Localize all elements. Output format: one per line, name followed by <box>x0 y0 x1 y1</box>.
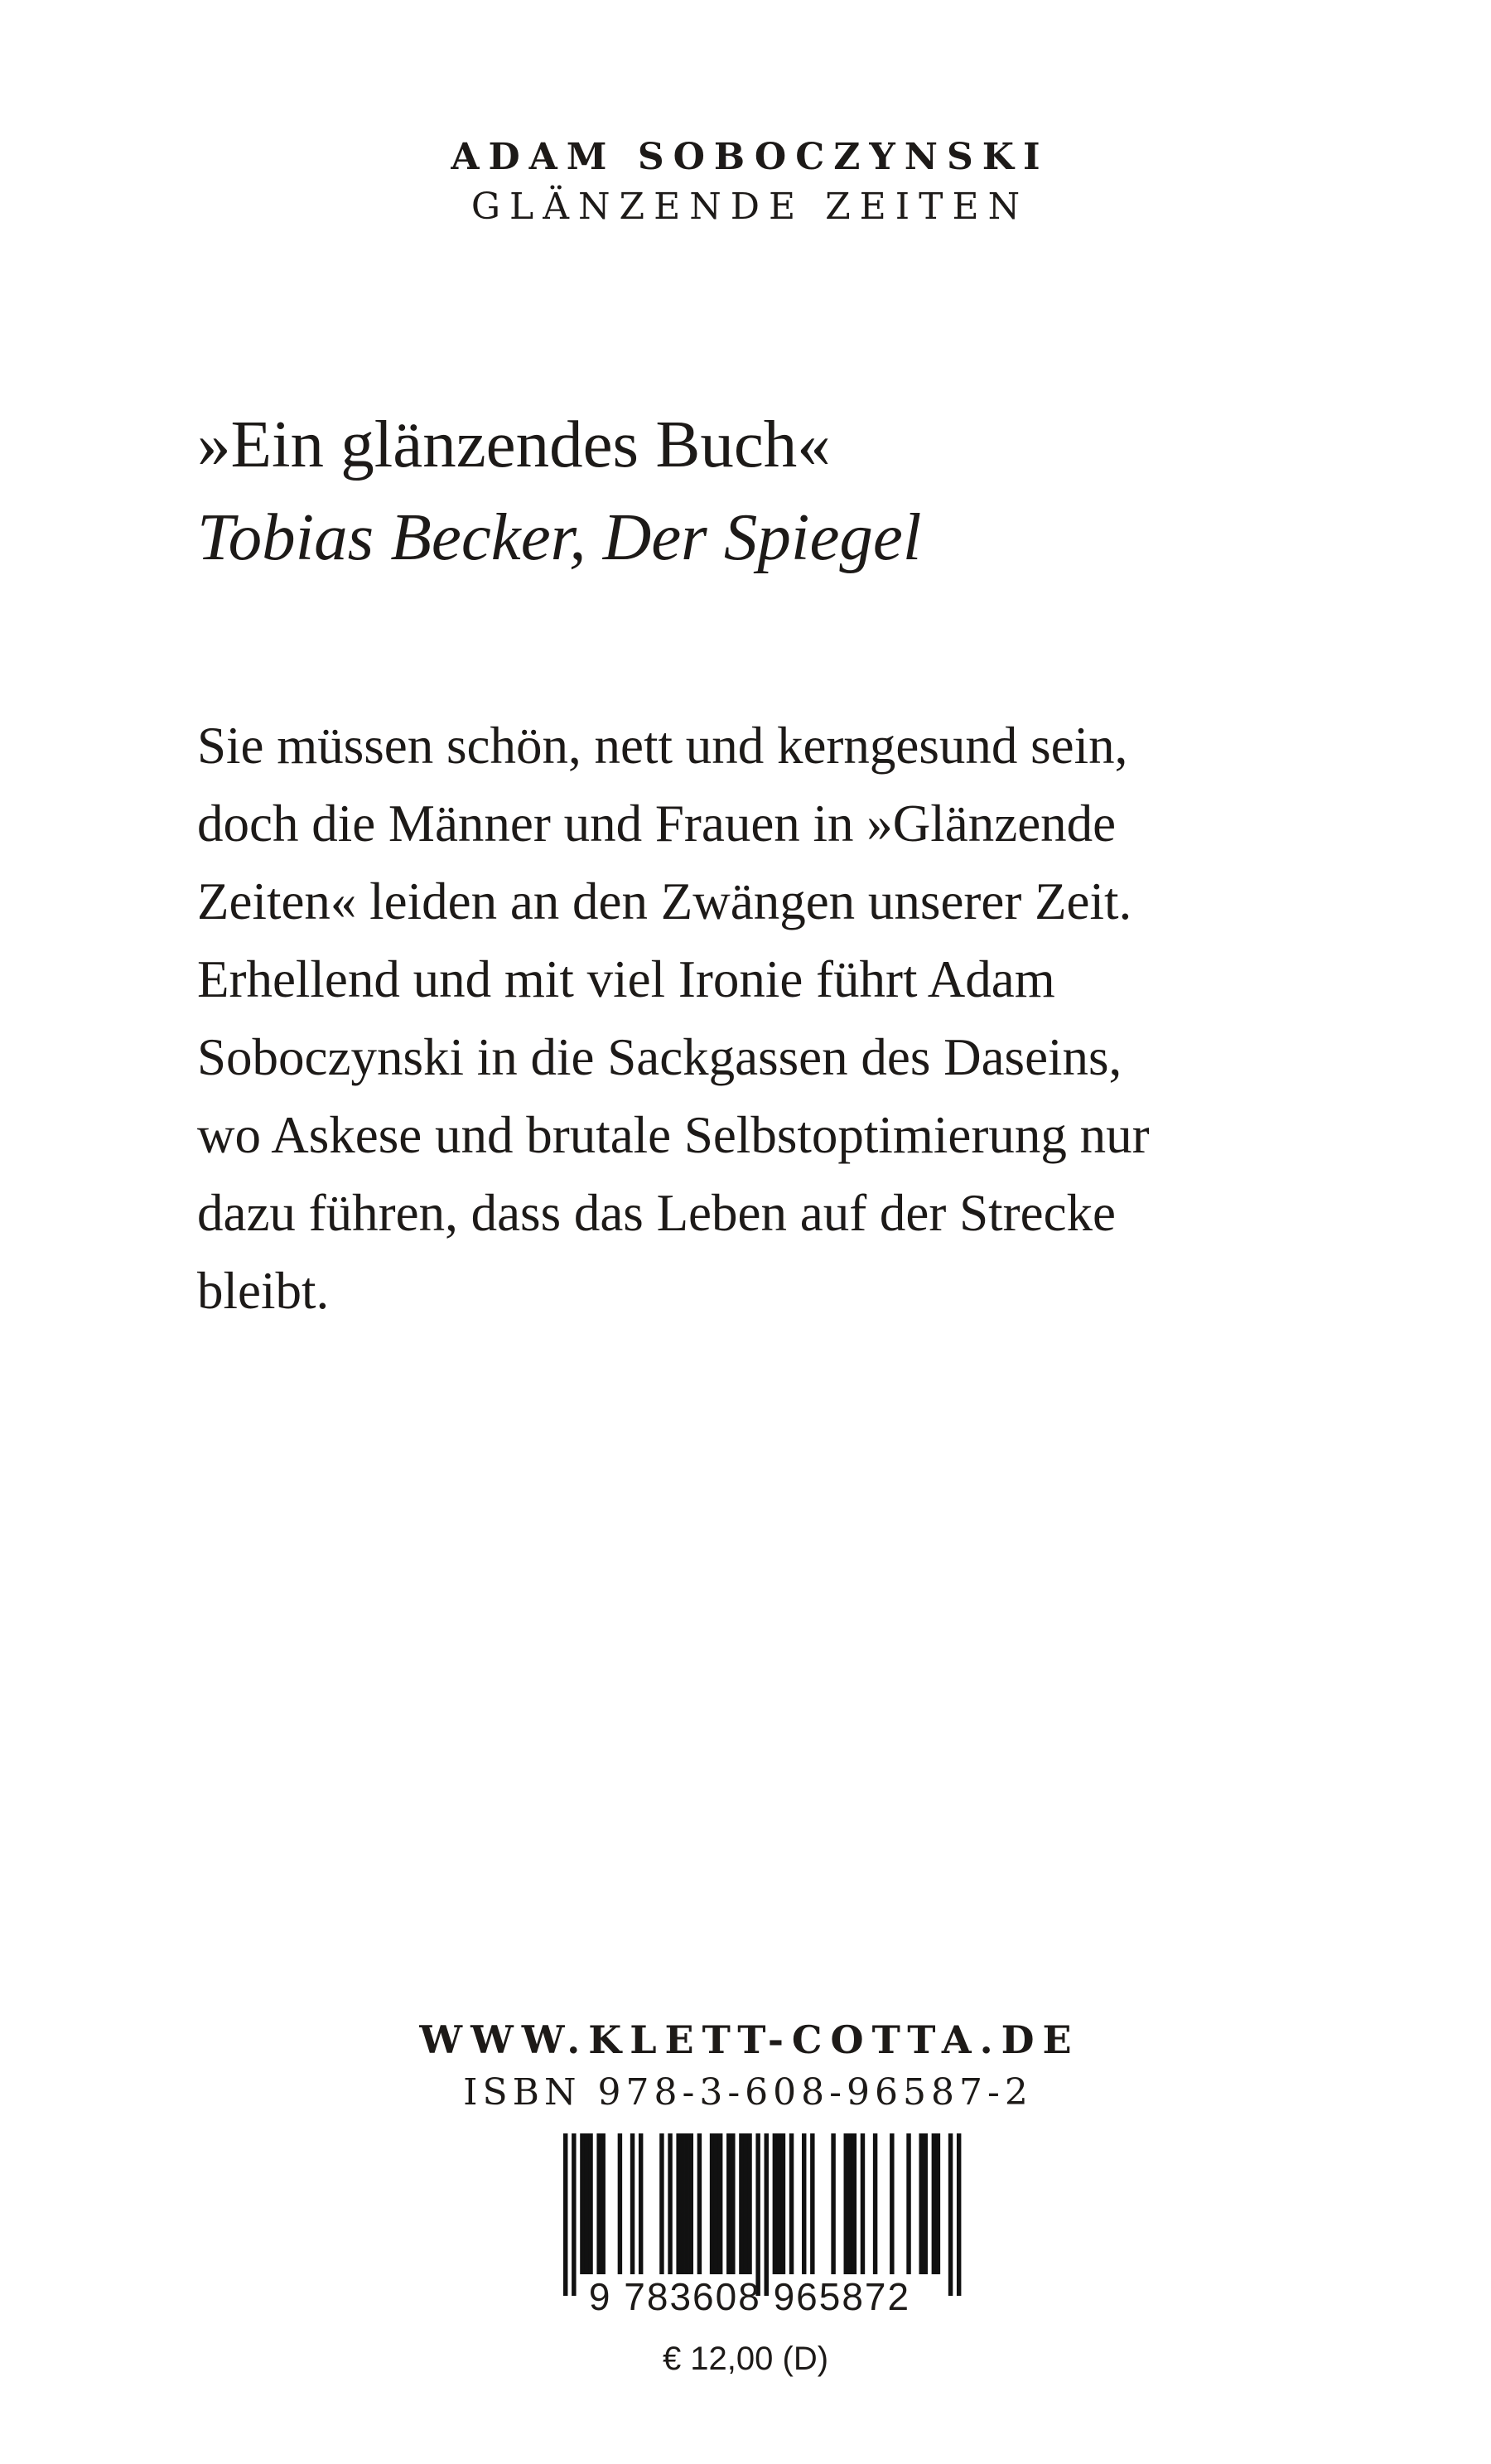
barcode-bar <box>685 2133 689 2274</box>
barcode-bar <box>714 2133 718 2274</box>
barcode-bar <box>777 2133 781 2274</box>
quote-text: »Ein glänzendes Buch« <box>197 407 831 481</box>
barcode <box>530 2133 969 2332</box>
barcode-bar <box>572 2133 576 2296</box>
barcode-bar <box>802 2133 806 2274</box>
barcode-bar <box>906 2133 910 2274</box>
barcode-bar <box>743 2133 747 2274</box>
publisher-website: WWW.KLETT-COTTA.DE <box>419 2017 1080 2062</box>
barcode-bar <box>810 2133 814 2274</box>
barcode-bar <box>765 2133 769 2296</box>
quote-source: Tobias Becker, Der Spiegel <box>197 500 922 574</box>
barcode-bar <box>789 2133 794 2274</box>
barcode-bar <box>668 2133 672 2274</box>
barcode-bar <box>726 2133 731 2274</box>
barcode-bar <box>680 2133 684 2274</box>
blurb-line: wo Askese und brutale Selbstoptimierung nur <box>197 1106 1150 1164</box>
barcode-bar <box>919 2133 923 2274</box>
blurb-line: Zeiten« leiden an den Zwängen unserer Zeit. <box>197 872 1132 930</box>
barcode-bars <box>530 2133 969 2299</box>
barcode-bar <box>755 2133 760 2296</box>
author-name: ADAM SOBOCZYNSKI <box>451 136 1049 178</box>
blurb-line: bleibt. <box>197 1262 330 1320</box>
barcode-bar <box>831 2133 835 2274</box>
barcode-bar <box>861 2133 865 2274</box>
blurb-line: Sie müssen schön, nett und kerngesund sein, <box>197 717 1128 775</box>
barcode-bar <box>852 2133 856 2274</box>
barcode-bar <box>584 2133 588 2274</box>
barcode-bar <box>731 2133 735 2274</box>
barcode-bar <box>697 2133 702 2274</box>
barcode-bar <box>563 2133 567 2296</box>
barcode-bar <box>773 2133 777 2274</box>
barcode-bar <box>659 2133 663 2274</box>
barcode-bar <box>601 2133 605 2274</box>
review-quote <box>197 398 1357 583</box>
blurb-line: Soboczynski in die Sackgassen des Daseins, <box>197 1028 1122 1086</box>
cover-header <box>0 133 1491 232</box>
barcode-bar <box>890 2133 894 2274</box>
blurb-line: doch die Männer und Frauen in »Glänzende <box>197 795 1117 853</box>
barcode-bar <box>588 2133 592 2274</box>
barcode-bar <box>924 2133 928 2274</box>
barcode-bar <box>676 2133 680 2274</box>
publisher-footer <box>0 2013 1491 2119</box>
barcode-bar <box>936 2133 940 2274</box>
price-label: € 12,00 (D) <box>662 2341 829 2377</box>
barcode-bar <box>618 2133 622 2274</box>
barcode-bar <box>932 2133 936 2274</box>
barcode-bar <box>747 2133 751 2274</box>
barcode-bar <box>739 2133 743 2274</box>
barcode-bar <box>781 2133 785 2274</box>
barcode-bar <box>639 2133 643 2274</box>
barcode-bar <box>710 2133 714 2274</box>
book-title: GLÄNZENDE ZEITEN <box>470 186 1030 228</box>
blurb-line: Erhellend und mit viel Ironie führt Adam <box>197 950 1055 1008</box>
blurb-line: dazu führen, dass das Leben auf der Strecke <box>197 1184 1117 1242</box>
barcode-bar <box>948 2133 953 2296</box>
barcode-bar <box>689 2133 693 2274</box>
book-blurb <box>197 707 1357 1330</box>
barcode-bar <box>957 2133 961 2296</box>
barcode-bar <box>596 2133 601 2274</box>
isbn-number: ISBN 978-3-608-96587-2 <box>463 2071 1033 2114</box>
barcode-bar <box>848 2133 852 2274</box>
barcode-bar <box>844 2133 848 2274</box>
barcode-bar <box>630 2133 635 2274</box>
barcode-bar <box>580 2133 584 2274</box>
barcode-digits: 9 783608 965872 <box>588 2275 911 2318</box>
barcode-bar <box>718 2133 722 2274</box>
barcode-bar <box>873 2133 877 2274</box>
